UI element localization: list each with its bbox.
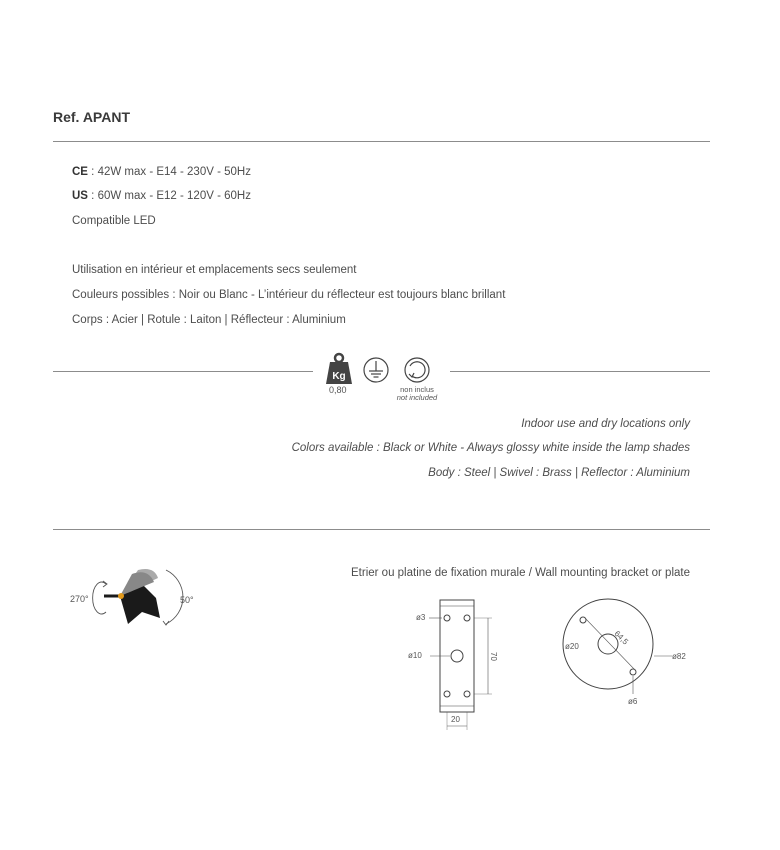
rotation-vertical: 50° [180, 595, 194, 605]
plate-diameter: ø82 [672, 652, 686, 661]
spec-us [72, 190, 251, 202]
divider-bottom [53, 529, 710, 530]
fr-usage: Utilisation en intérieur et emplacements secs seulement [72, 264, 357, 276]
divider-icons-left [53, 371, 313, 372]
plate-diagonal: 64,5 [612, 629, 630, 647]
reference-title: Ref. APANT [53, 109, 130, 125]
dimmer-note [388, 386, 446, 402]
plate-hole: ø6 [628, 697, 638, 706]
bracket-drawing [404, 596, 504, 732]
divider-top [53, 141, 710, 142]
spec-ce [72, 166, 251, 178]
spec-compat: Compatible LED [72, 215, 156, 227]
rotation-horizontal: 270° [70, 594, 89, 604]
plate-drawing [556, 596, 696, 716]
en-colors: Colors available : Black or White - Always glossy white inside the lamp shades [291, 442, 690, 454]
weight-symbol: Kg [332, 371, 346, 382]
spec-ce-value: : 42W max - E14 - 230V - 50Hz [87, 166, 251, 178]
dimmer-icon [402, 356, 432, 384]
mounting-title: Etrier ou platine de fixation murale / Wall mounting bracket or plate [351, 567, 690, 579]
dimmer-note-fr: non inclus [400, 385, 434, 394]
en-usage: Indoor use and dry locations only [521, 418, 690, 430]
plate-center: ø20 [565, 642, 579, 651]
rotation-diagram [68, 562, 218, 634]
bracket-height: 70 [489, 652, 498, 661]
bracket-width: 20 [451, 715, 460, 724]
weight-icon [323, 352, 355, 386]
weight-value: 0,80 [329, 385, 347, 395]
spec-ce-label: CE [72, 166, 88, 178]
bracket-hole-small: ø3 [416, 613, 426, 622]
earth-ground-icon [362, 356, 390, 384]
dimmer-note-en: not included [396, 393, 438, 402]
divider-icons-right [450, 371, 710, 372]
en-body: Body : Steel | Swivel : Brass | Reflector : Aluminium [428, 467, 690, 479]
spec-us-label: US [72, 190, 88, 202]
fr-colors: Couleurs possibles : Noir ou Blanc - L’intérieur du réflecteur est toujours blanc brillant [72, 289, 506, 301]
fr-body: Corps : Acier | Rotule : Laiton | Réflecteur : Aluminium [72, 314, 346, 326]
bracket-hole-center: ø10 [408, 651, 422, 660]
spec-us-value: : 60W max - E12 - 120V - 60Hz [87, 190, 251, 202]
